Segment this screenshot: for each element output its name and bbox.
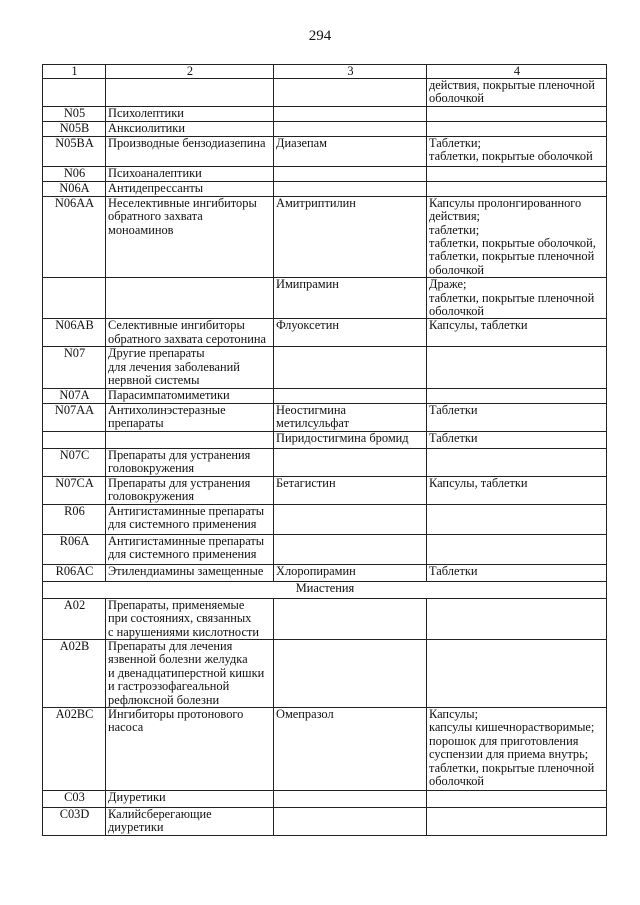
drug-name-cell — [274, 639, 427, 707]
table-row — [43, 79, 607, 107]
group-name-cell — [106, 196, 274, 277]
dosage-form-line: таблетки, покрытые пленочной — [429, 760, 595, 775]
drug-name-cell — [274, 807, 427, 835]
dosage-form-line: таблетки, покрытые пленочной — [429, 249, 595, 264]
group-name-line: Антихолинэстеразные — [108, 403, 226, 417]
group-name-line: Препараты, применяемые — [108, 598, 245, 612]
group-name-line: Производные бензодиазепина — [108, 136, 266, 150]
atc-code-cell: R06 — [43, 504, 106, 534]
group-name-line: обратного захвата — [108, 209, 203, 224]
atc-code-cell: N07 — [43, 347, 106, 388]
drug-name-cell — [274, 790, 427, 807]
drug-name-cell — [274, 534, 427, 564]
atc-code-cell: A02B — [43, 639, 106, 707]
atc-code-cell: N06AA — [43, 196, 106, 277]
group-name-line: моноаминов — [108, 222, 174, 237]
drug-name-line: Бетагистин — [276, 476, 336, 490]
group-name-line: рефлюксной болезни — [108, 692, 220, 707]
group-name-line: Диуретики — [108, 790, 166, 804]
group-name-line: Калийсберегающие — [108, 807, 212, 821]
group-name-line: Психолептики — [108, 106, 184, 120]
drug-name-line: Пиридостигмина бромид — [276, 431, 409, 445]
atc-code-cell: N07CA — [43, 476, 106, 504]
atc-code-cell — [43, 79, 106, 107]
group-name-line: Препараты для устранения — [108, 476, 251, 490]
group-name-cell — [106, 319, 274, 347]
group-name-line: для системного применения — [108, 547, 257, 562]
atc-code-cell: A02 — [43, 598, 106, 639]
atc-code-cell: C03D — [43, 807, 106, 835]
table-row — [43, 403, 607, 431]
table-body — [43, 65, 607, 836]
drug-name-line: Неостигмина — [276, 403, 347, 417]
table-row — [43, 121, 607, 136]
group-name-cell — [106, 136, 274, 166]
drug-name-cell — [274, 319, 427, 347]
dosage-form-cell — [427, 431, 607, 448]
group-name-line: Препараты для лечения — [108, 639, 233, 653]
atc-code-cell: N06 — [43, 166, 106, 181]
dosage-form-cell — [427, 504, 607, 534]
group-name-cell — [106, 121, 274, 136]
group-name-line: Ингибиторы протонового — [108, 707, 244, 721]
drug-name-cell — [274, 79, 427, 107]
group-name-cell — [106, 448, 274, 476]
atc-code-cell: R06A — [43, 534, 106, 564]
dosage-form-cell — [427, 181, 607, 196]
dosage-form-line: порошок для приготовления — [429, 733, 579, 748]
drug-name-line: Омепразол — [276, 707, 334, 721]
dosage-form-line: Таблетки; — [429, 136, 481, 150]
dosage-form-line: действия, покрытые пленочной — [429, 78, 595, 92]
dosage-form-cell — [427, 564, 607, 581]
group-name-line: препараты — [108, 416, 164, 431]
group-name-cell — [106, 598, 274, 639]
drug-name-cell — [274, 106, 427, 121]
table-row — [43, 639, 607, 707]
group-name-line: Другие препараты — [108, 346, 205, 361]
dosage-form-line: Капсулы, таблетки — [429, 476, 528, 490]
atc-code-cell: N07C — [43, 448, 106, 476]
atc-code-cell: N07A — [43, 388, 106, 403]
atc-code-cell: N05B — [43, 121, 106, 136]
table-row — [43, 564, 607, 581]
dosage-form-cell — [427, 448, 607, 476]
dosage-form-line: действия; — [429, 209, 480, 224]
group-name-line: с нарушениями кислотности — [108, 624, 259, 639]
header-col-1: 1 — [43, 65, 106, 79]
group-name-cell — [106, 476, 274, 504]
dosage-form-cell — [427, 79, 607, 107]
table-row — [43, 790, 607, 807]
dosage-form-line: оболочкой — [429, 91, 485, 106]
drug-name-cell — [274, 347, 427, 388]
dosage-form-line: таблетки; — [429, 222, 480, 237]
table-row — [43, 431, 607, 448]
dosage-form-cell — [427, 388, 607, 403]
group-name-line: обратного захвата серотонина — [108, 331, 267, 346]
table-row — [43, 136, 607, 166]
atc-code-cell: N07AA — [43, 403, 106, 431]
drug-name-cell — [274, 476, 427, 504]
group-name-line: Антигистаминные препараты — [108, 534, 265, 548]
dosage-form-cell — [427, 807, 607, 835]
table-row — [43, 106, 607, 121]
group-name-line: головокружения — [108, 461, 195, 476]
group-name-cell — [106, 504, 274, 534]
drug-name-cell — [274, 388, 427, 403]
dosage-form-line: оболочкой — [429, 773, 485, 788]
table-row — [43, 388, 607, 403]
dosage-form-cell — [427, 121, 607, 136]
table-row — [43, 476, 607, 504]
atc-code-cell: N05 — [43, 106, 106, 121]
table-row — [43, 598, 607, 639]
drug-name-cell — [274, 431, 427, 448]
group-name-line: головокружения — [108, 489, 195, 504]
dosage-form-cell — [427, 476, 607, 504]
group-name-cell — [106, 534, 274, 564]
dosage-form-cell — [427, 166, 607, 181]
drug-name-cell — [274, 707, 427, 790]
group-name-line: Неселективные ингибиторы — [108, 196, 257, 210]
group-name-cell — [106, 807, 274, 835]
group-name-line: Антигистаминные препараты — [108, 504, 265, 518]
drug-name-cell — [274, 166, 427, 181]
drug-name-cell — [274, 448, 427, 476]
group-name-line: Селективные ингибиторы — [108, 318, 245, 333]
dosage-form-line: Таблетки — [429, 403, 478, 417]
drug-name-cell — [274, 504, 427, 534]
table-header-row — [43, 65, 607, 79]
dosage-form-line: суспензии для приема внутрь; — [429, 747, 589, 762]
atc-code-cell: R06AC — [43, 564, 106, 581]
table-row — [43, 707, 607, 790]
atc-code-cell: C03 — [43, 790, 106, 807]
dosage-form-line: оболочкой — [429, 304, 485, 319]
group-name-line: Антидепрессанты — [108, 181, 204, 195]
dosage-form-line: Капсулы; — [429, 707, 479, 721]
table-row — [43, 278, 607, 319]
drug-name-cell — [274, 403, 427, 431]
table-row — [43, 166, 607, 181]
dosage-form-line: капсулы кишечнорастворимые; — [429, 720, 595, 735]
atc-code-cell — [43, 278, 106, 319]
table-row — [43, 807, 607, 835]
group-name-cell — [106, 790, 274, 807]
group-name-cell — [106, 403, 274, 431]
atc-code-cell: A02BC — [43, 707, 106, 790]
dosage-form-line: Капсулы, таблетки — [429, 318, 528, 333]
dosage-form-cell — [427, 347, 607, 388]
dosage-form-cell — [427, 639, 607, 707]
dosage-form-cell — [427, 106, 607, 121]
drug-name-line: Хлоропирамин — [276, 564, 356, 578]
group-name-cell — [106, 707, 274, 790]
group-name-line: и двенадцатиперстной кишки — [108, 665, 265, 680]
dosage-form-line: Капсулы пролонгированного — [429, 196, 582, 210]
dosage-form-line: оболочкой — [429, 262, 485, 277]
dosage-form-cell — [427, 534, 607, 564]
group-name-cell — [106, 347, 274, 388]
group-name-line: Парасимпатомиметики — [108, 388, 230, 402]
group-name-cell — [106, 431, 274, 448]
atc-code-cell: N06A — [43, 181, 106, 196]
header-col-3: 3 — [274, 65, 427, 79]
group-name-line: насоса — [108, 720, 144, 735]
atc-code-cell — [43, 431, 106, 448]
group-name-line: для лечения заболеваний — [108, 359, 240, 374]
drug-name-line: метилсульфат — [276, 416, 350, 431]
table-row — [43, 534, 607, 564]
page-number: 294 — [308, 28, 332, 44]
drug-name-line: Амитриптилин — [276, 196, 356, 210]
header-col-2: 2 — [106, 65, 274, 79]
group-name-cell — [106, 388, 274, 403]
drug-name-cell — [274, 181, 427, 196]
group-name-line: Анксиолитики — [108, 121, 185, 135]
group-name-line: при состояниях, связанных — [108, 611, 252, 626]
atc-code-cell: N05BA — [43, 136, 106, 166]
table-row — [43, 181, 607, 196]
group-name-line: нервной системы — [108, 373, 200, 388]
table-row — [43, 504, 607, 534]
drug-name-cell — [274, 564, 427, 581]
group-name-cell — [106, 639, 274, 707]
group-name-line: Этилендиамины замещенные — [108, 564, 264, 578]
drug-name-cell — [274, 278, 427, 319]
section-title: Миастения — [43, 581, 607, 598]
table-row — [43, 319, 607, 347]
group-name-line: и гастроэзофагеальной — [108, 679, 230, 694]
drug-name-cell — [274, 196, 427, 277]
atc-code-cell: N06AB — [43, 319, 106, 347]
group-name-line: диуретики — [108, 820, 164, 835]
group-name-line: для системного применения — [108, 517, 257, 532]
group-name-cell — [106, 181, 274, 196]
dosage-form-cell — [427, 136, 607, 166]
group-name-line: Препараты для устранения — [108, 448, 251, 462]
table-row — [43, 196, 607, 277]
dosage-form-cell — [427, 278, 607, 319]
group-name-cell — [106, 166, 274, 181]
dosage-form-line: таблетки, покрытые оболочкой, — [429, 236, 596, 251]
table-row — [43, 448, 607, 476]
dosage-form-cell — [427, 707, 607, 790]
dosage-form-line: таблетки, покрытые пленочной — [429, 290, 595, 305]
dosage-form-cell — [427, 598, 607, 639]
dosage-form-line: Таблетки — [429, 564, 478, 578]
table-row — [43, 347, 607, 388]
drug-name-cell — [274, 121, 427, 136]
dosage-form-line: Таблетки — [429, 431, 478, 445]
group-name-cell — [106, 106, 274, 121]
dosage-form-cell — [427, 196, 607, 277]
dosage-form-line: Драже; — [429, 277, 467, 292]
group-name-cell — [106, 79, 274, 107]
dosage-form-cell — [427, 403, 607, 431]
drug-table — [42, 64, 607, 836]
group-name-cell — [106, 278, 274, 319]
group-name-line: Психоаналептики — [108, 166, 202, 180]
drug-name-cell — [274, 598, 427, 639]
dosage-form-line: таблетки, покрытые оболочкой — [429, 149, 593, 164]
section-row — [43, 581, 607, 598]
drug-name-line: Имипрамин — [276, 277, 339, 292]
dosage-form-cell — [427, 319, 607, 347]
drug-name-line: Диазепам — [276, 136, 327, 150]
dosage-form-cell — [427, 790, 607, 807]
drug-name-line: Флуоксетин — [276, 318, 339, 333]
group-name-cell — [106, 564, 274, 581]
header-col-4: 4 — [427, 65, 607, 79]
drug-name-cell — [274, 136, 427, 166]
group-name-line: язвенной болезни желудка — [108, 652, 248, 667]
